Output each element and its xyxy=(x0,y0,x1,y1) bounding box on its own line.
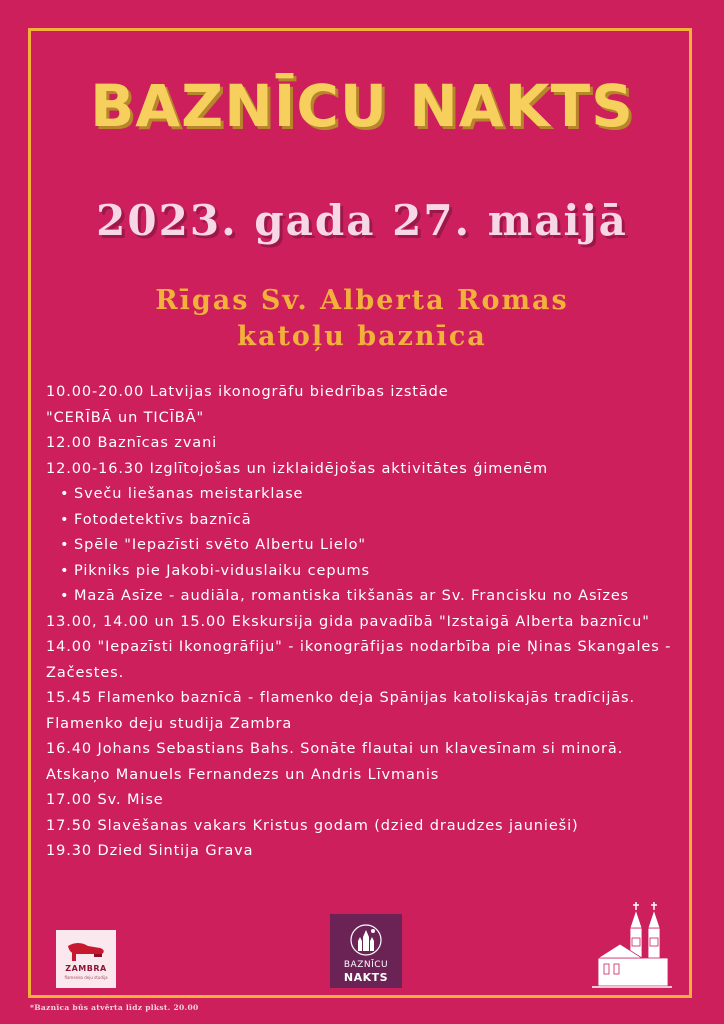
schedule-item-family-activities: 12.00-16.30 Izglītojošas un izklaidējošas aktivitātes ģimenēm xyxy=(46,460,549,477)
schedule-item-exhibition-name: "CERĪBĀ un TICĪBĀ" xyxy=(46,409,205,426)
schedule-item-exhibition: 10.00-20.00 Latvijas ikonogrāfu biedrības izstāde xyxy=(46,384,449,400)
schedule-list xyxy=(46,380,676,865)
schedule-item-tour: 13.00, 14.00 un 15.00 Ekskursija gida pavadībā "Izstaigā Alberta baznīcu" xyxy=(46,613,650,630)
schedule-item-flamenco: 15.45 Flamenko baznīcā - flamenko deja Spānijas katoliskajās tradīcijās. Flamenko deju studija Zambra xyxy=(46,690,635,732)
church-illustration-icon xyxy=(592,898,672,990)
activity-item: • Fotodetektīvs baznīcā xyxy=(74,508,676,534)
event-title: BAZNĪCU NAKTS xyxy=(90,72,634,140)
baznicu-nakts-logo xyxy=(330,914,402,988)
opening-hours-footnote: *Baznīca būs atvērta līdz plkst. 20.00 xyxy=(30,1003,199,1012)
schedule-item-iconography: 14.00 "Iepazīsti Ikonogrāfiju" - ikonogrāfijas nodarbība pie Ņinas Skangales - Začestes. xyxy=(46,639,672,681)
schedule-item-worship: 17.50 Slavēšanas vakars Kristus godam (dzied draudzes jaunieši) xyxy=(46,817,579,834)
zambra-logo xyxy=(56,930,116,988)
baznicu-nakts-logo-bottom: NAKTS xyxy=(343,971,389,984)
activity-item: • Sveču liešanas meistarklase xyxy=(74,482,676,508)
schedule-item-bells: 12.00 Baznīcas zvani xyxy=(46,435,218,451)
activity-item: • Spēle "Iepazīsti svēto Albertu Lielo" xyxy=(74,533,676,559)
church-spires-icon xyxy=(349,923,383,957)
zambra-logo-name: ZAMBRA xyxy=(65,964,107,973)
schedule-item-bach: 16.40 Johans Sebastians Bahs. Sonāte flautai un klavesīnam si minorā. Atskaņo Manuels Fernandezs un Andris Līvmanis xyxy=(46,741,624,783)
activity-list xyxy=(46,482,676,610)
church-name-line1: Rīgas Sv. Alberta Romas xyxy=(155,285,569,316)
activity-item: • Pikniks pie Jakobi-viduslaiku cepums xyxy=(74,559,676,585)
church-name-line2: katoļu baznīca xyxy=(237,321,487,352)
activity-item: • Mazā Asīze - audiāla, romantiska tikšanās ar Sv. Francisku no Asīzes xyxy=(74,584,676,610)
schedule-item-mass: 17.00 Sv. Mise xyxy=(46,792,164,808)
flamenco-shoe-icon xyxy=(66,938,106,962)
schedule-item-concert: 19.30 Dzied Sintija Grava xyxy=(46,843,254,859)
church-name xyxy=(0,283,724,355)
baznicu-nakts-logo-top: BAZNĪCU xyxy=(343,960,389,970)
zambra-logo-subtitle: flamenko deju studija xyxy=(64,975,108,980)
event-date: 2023. gada 27. maijā xyxy=(96,196,628,245)
